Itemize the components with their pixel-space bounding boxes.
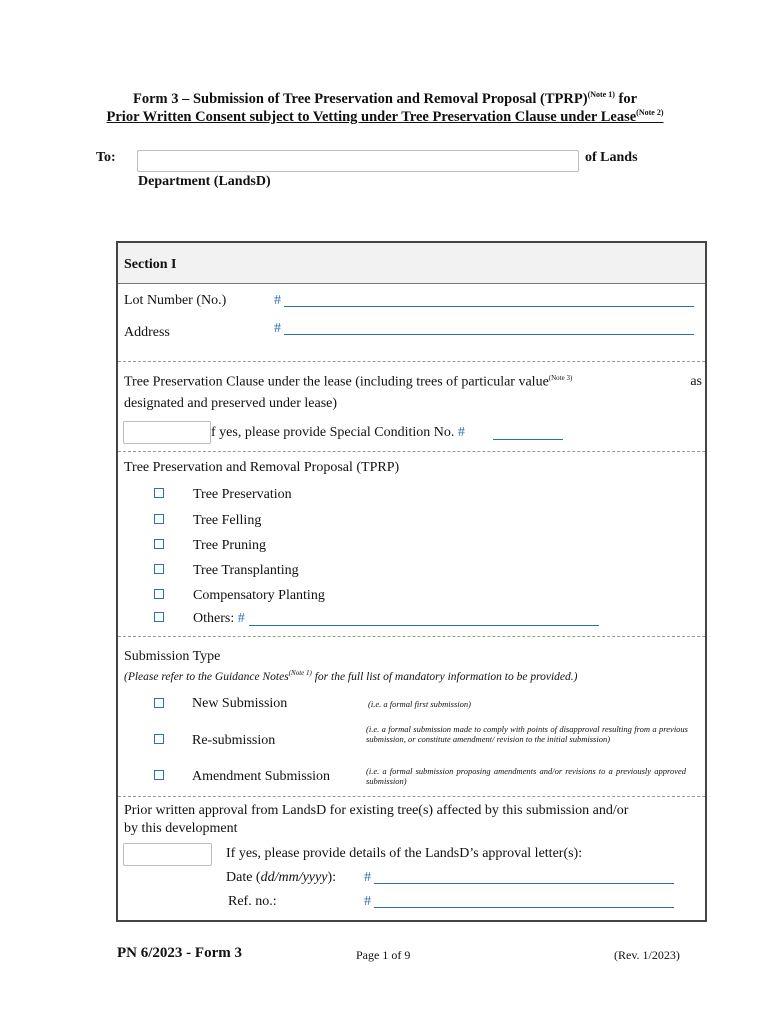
tree-felling-checkbox[interactable]: [154, 514, 164, 524]
lot-number-label: Lot Number (No.): [124, 293, 227, 308]
prior-approval-text-line2: by this development: [124, 821, 238, 836]
submission-type-heading: Submission Type: [124, 649, 221, 664]
footer-page-number: Page 1 of 9: [356, 948, 411, 962]
to-input[interactable]: [137, 150, 579, 172]
divider: [118, 636, 705, 637]
address-input[interactable]: [284, 334, 694, 335]
prior-approval-text-line1: Prior written approval from LandsD for existing tree(s) affected by this submission and/or: [124, 803, 629, 818]
new-submission-checkbox[interactable]: [154, 698, 164, 708]
section-title: Section I: [124, 257, 177, 272]
special-condition-input[interactable]: [493, 439, 563, 440]
section-header: [118, 243, 705, 284]
ref-no-input[interactable]: [374, 907, 674, 908]
address-hash: #: [274, 321, 281, 336]
to-label: To:: [96, 150, 116, 165]
date-hash: #: [364, 870, 371, 885]
amendment-submission-desc: (i.e. a formal submission proposing amendments and/or revisions to a previously approved submission): [366, 766, 686, 786]
lot-number-hash: #: [274, 293, 281, 308]
tree-transplanting-checkbox[interactable]: [154, 564, 164, 574]
divider: [118, 361, 705, 362]
to-suffix: of Lands: [585, 150, 638, 165]
tree-pruning-checkbox[interactable]: [154, 539, 164, 549]
tree-pruning-label: Tree Pruning: [193, 538, 266, 553]
divider: [118, 451, 705, 452]
footer-revision: (Rev. 1/2023): [614, 948, 680, 962]
tree-transplanting-label: Tree Transplanting: [193, 563, 299, 578]
re-submission-label: Re-submission: [192, 733, 276, 748]
section-one: [116, 241, 707, 922]
ref-no-hash: #: [364, 894, 371, 909]
compensatory-planting-checkbox[interactable]: [154, 589, 164, 599]
re-submission-checkbox[interactable]: [154, 734, 164, 744]
clause-text-line1: Tree Preservation Clause under the lease (including trees of particular value$^{(Note 3)}$ as: [124, 374, 702, 390]
others-label: Others: #: [193, 611, 245, 626]
footer-form-id: PN 6/2023 - Form 3: [117, 945, 242, 961]
form-title-line1: Form 3 – Submission of Tree Preservation and Removal Proposal (TPRP)$^{(Note 1)}$ for: [132, 90, 638, 107]
date-input[interactable]: [374, 883, 674, 884]
others-input[interactable]: [249, 625, 599, 626]
others-checkbox[interactable]: [154, 612, 164, 622]
new-submission-desc: (i.e. a formal first submission): [368, 699, 471, 709]
form-title-line2: Prior Written Consent subject to Vetting under Tree Preservation Clause under Lease$^{(Note 2)}$: [106, 108, 664, 125]
divider: [118, 796, 705, 797]
re-submission-desc: (i.e. a formal submission made to comply with points of disapproval resulting from a previous submission, or constitute amendment/ revision to the initial submission): [366, 724, 688, 744]
compensatory-planting-label: Compensatory Planting: [193, 588, 325, 603]
tprp-heading: Tree Preservation and Removal Proposal (TPRP): [124, 460, 400, 475]
submission-type-note: (Please refer to the Guidance Notes$^{(Note 1)}$ for the full list of mandatory information to be provided.): [124, 669, 578, 683]
clause-yes-no-field[interactable]: [123, 421, 211, 444]
to-department: Department (LandsD): [138, 174, 271, 189]
lot-number-input[interactable]: [284, 306, 694, 307]
tree-preservation-checkbox[interactable]: [154, 488, 164, 498]
date-label: Date (dd/mm/yyyy):: [226, 870, 337, 885]
approval-letter-text: If yes, please provide details of the LandsD’s approval letter(s):: [226, 846, 583, 861]
address-label: Address: [124, 325, 170, 340]
prior-approval-yes-no-field[interactable]: [123, 843, 212, 866]
ref-no-label: Ref. no.:: [228, 894, 277, 909]
tree-preservation-label: Tree Preservation: [193, 487, 292, 502]
amendment-submission-checkbox[interactable]: [154, 770, 164, 780]
clause-text-line2: designated and preserved under lease): [124, 396, 338, 411]
new-submission-label: New Submission: [192, 696, 288, 711]
special-condition-text: f yes, please provide Special Condition No. #: [211, 425, 465, 440]
tree-felling-label: Tree Felling: [193, 513, 262, 528]
amendment-submission-label: Amendment Submission: [192, 769, 331, 784]
